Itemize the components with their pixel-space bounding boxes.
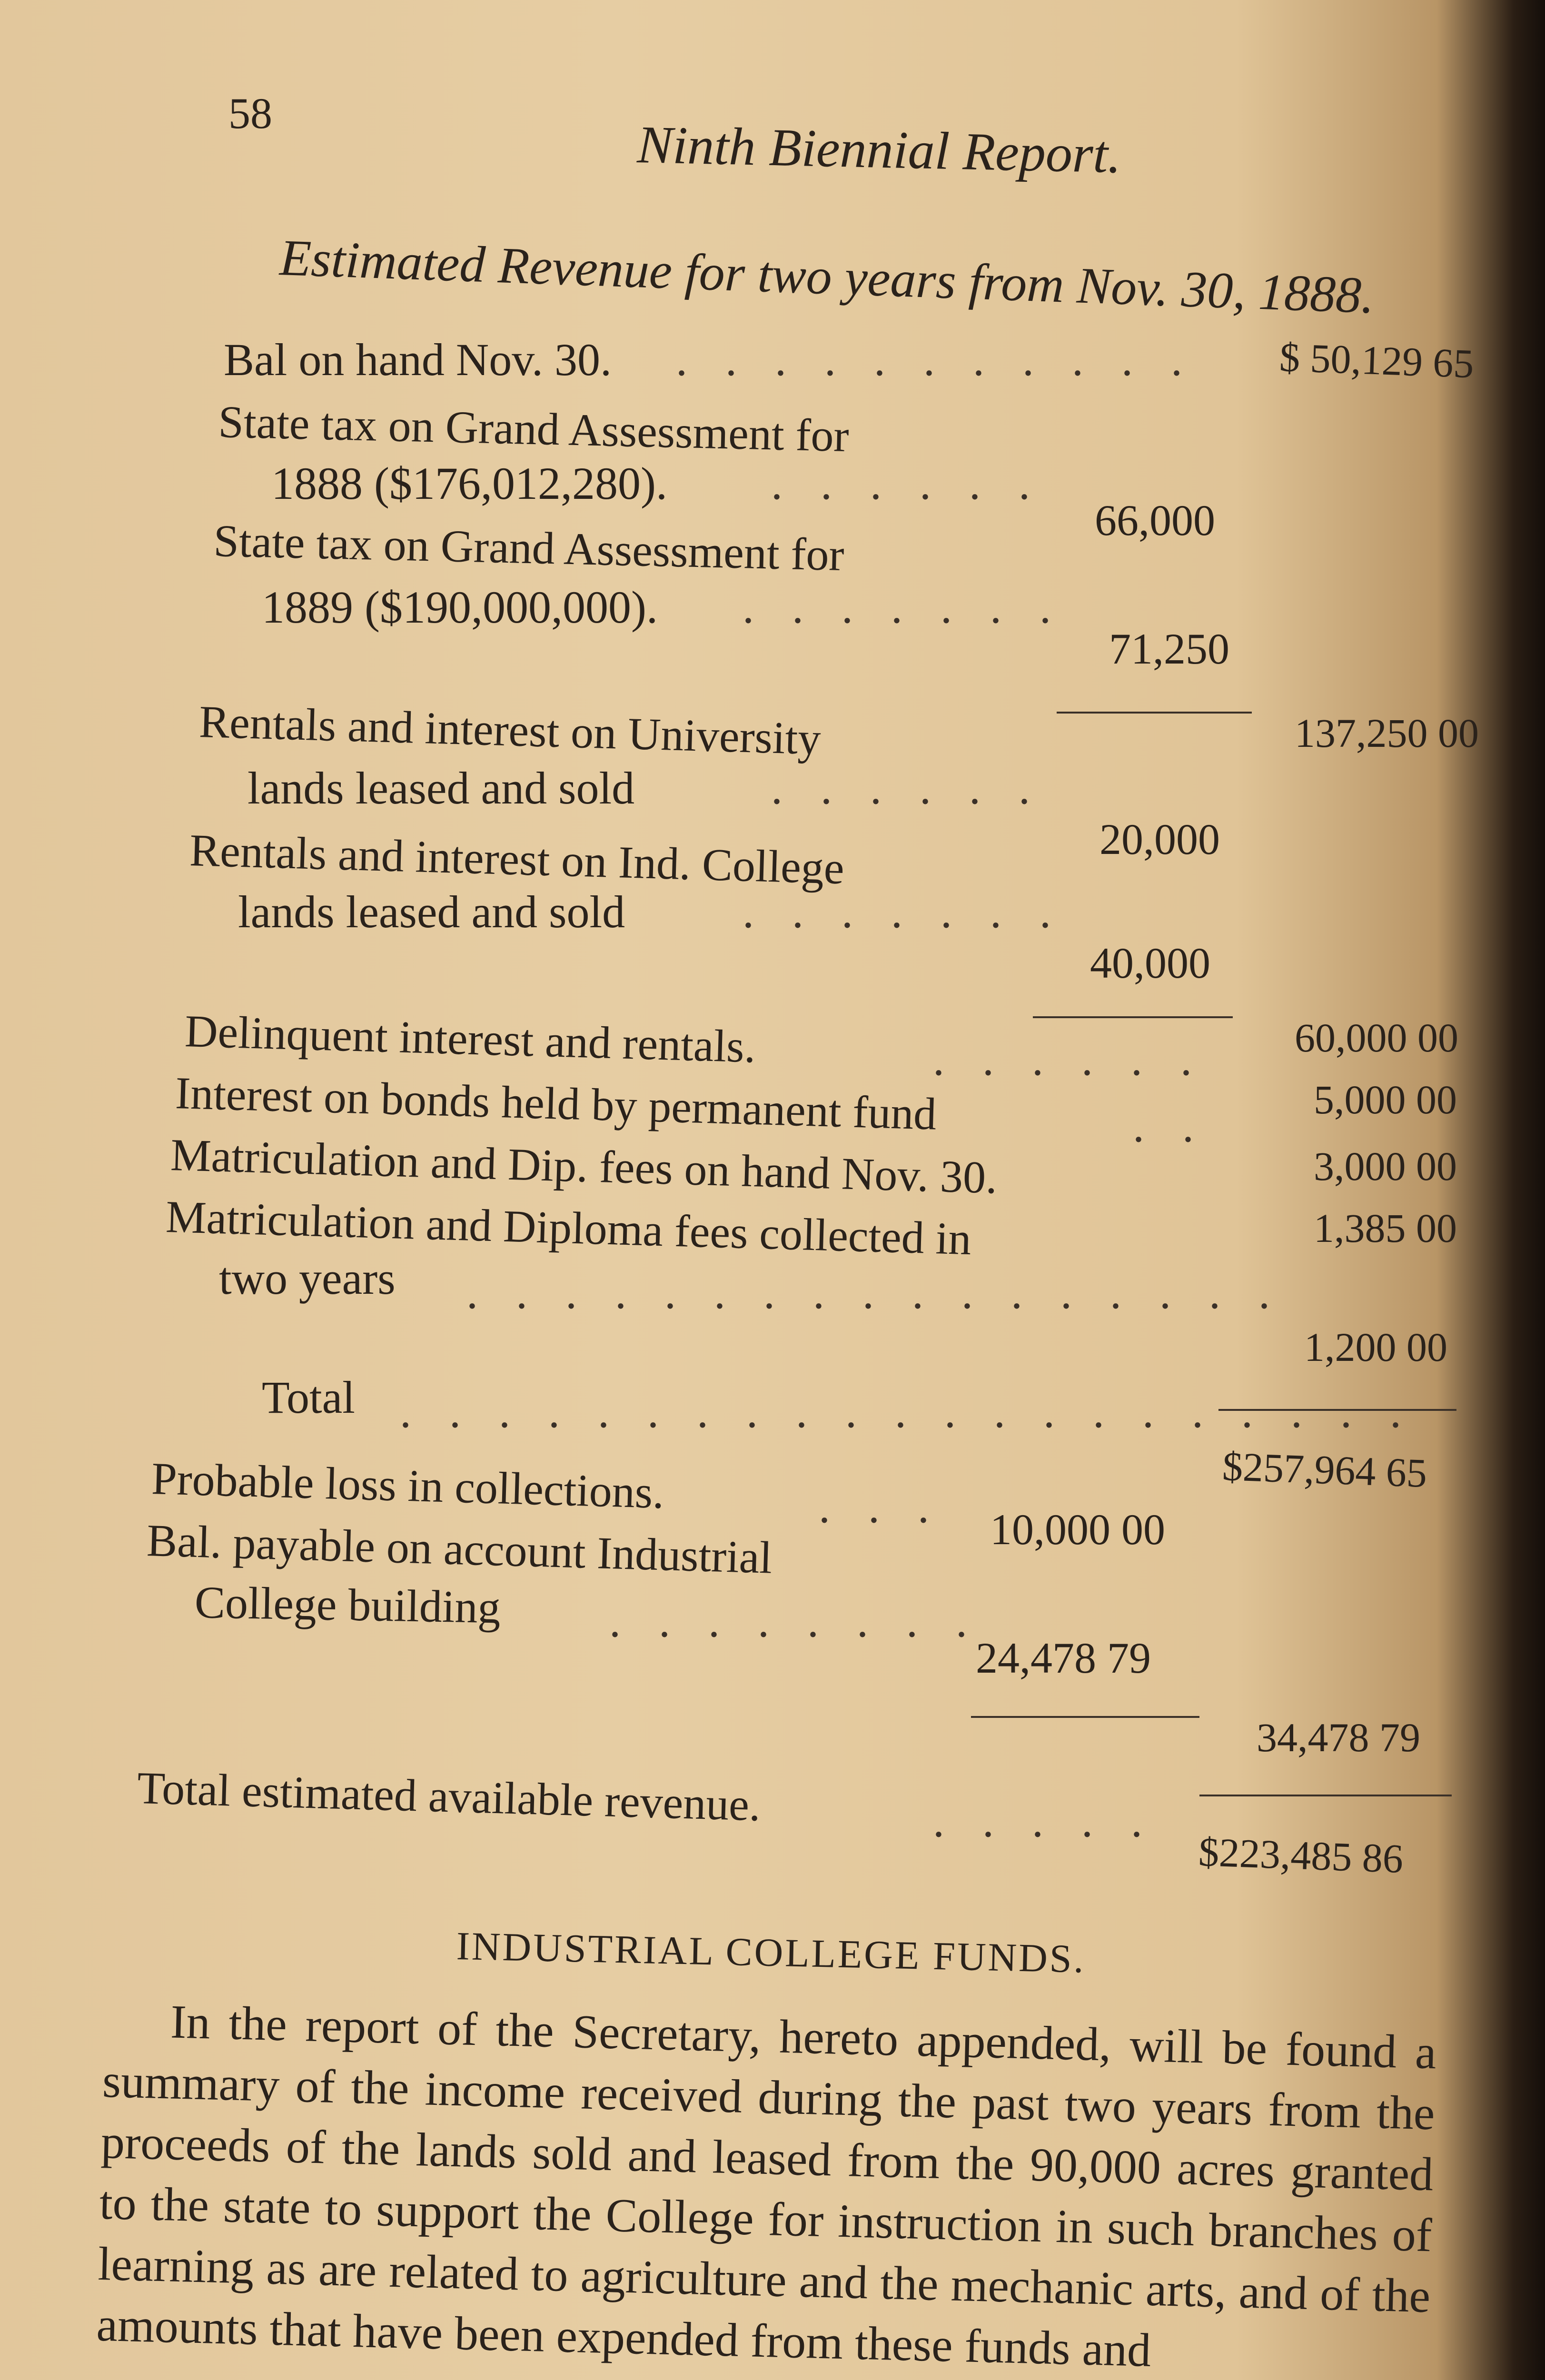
ledger-total: $ 50,129 65 (1278, 334, 1475, 387)
running-title: Ninth Biennial Report. (636, 115, 1122, 185)
dot-leader: . . . . . . . . . . . (676, 334, 1196, 385)
ledger-label: Total (262, 1372, 355, 1423)
ledger-label: Total estimated available revenue. (136, 1762, 762, 1831)
ledger-total: 3,000 00 (1314, 1143, 1457, 1189)
dot-leader: . . . . . . (771, 458, 1043, 509)
dot-leader: . . . . . . . . . . . . . . . . . . . . . (400, 1386, 1415, 1437)
ledger-amount: 20,000 (1099, 815, 1220, 863)
ledger-row-available (0, 1761, 1545, 1882)
ledger-row-bal-payable (0, 1514, 1545, 1583)
ledger-total: 137,250 00 (1295, 710, 1479, 756)
ledger-amount: 40,000 (1090, 939, 1210, 987)
ledger-label: two years (219, 1253, 396, 1304)
ledger-total: 1,385 00 (1314, 1205, 1457, 1251)
ledger-row-matric-collected (0, 1190, 1545, 1265)
dot-leader: . . . . . . . (743, 582, 1064, 633)
ledger-label: State tax on Grand Assessment for (213, 515, 845, 581)
ledger-row-rentals-college-cont (0, 885, 1545, 987)
dot-leader: . . . . . . . . . . . . . . . . . (466, 1267, 1283, 1318)
ledger-row-state-tax-1889-cont (0, 581, 1545, 673)
ledger-label: State tax on Grand Assessment for (218, 396, 850, 462)
ledger-label: Probable loss in collections. (150, 1452, 665, 1518)
dot-leader: . . . . . . (771, 763, 1043, 813)
table-subtitle: Estimated Revenue for two years from Nov. 30, 1888. (278, 229, 1376, 325)
ledger-total: 5,000 00 (1314, 1077, 1457, 1122)
ledger-total: 60,000 00 (1295, 1015, 1458, 1061)
ledger-label: lands leased and sold (248, 763, 635, 813)
ledger-total: $223,485 86 (1198, 1828, 1404, 1882)
paragraph-text: In the report of the Secretary, hereto appended, will be found a summary of the income received during the past two years from the proceeds of the lands sold and leased from the 90,000 acres granted to the state to support the College for instruction in such branches of learning as are related to agriculture and the mechanic arts, and of the amounts that have been expended from these funds and (96, 1995, 1437, 2377)
ledger-total: 34,478 79 (1257, 1715, 1420, 1760)
dot-leader: . . . (819, 1481, 942, 1532)
ledger-label: Matriculation and Diploma fees collected in (165, 1190, 972, 1265)
ledger-label: Rentals and interest on University (198, 695, 822, 764)
dot-leader: . . . . . . (933, 1034, 1205, 1085)
ledger-row-state-tax-1889 (0, 514, 1545, 581)
dot-leader: . . (1133, 1101, 1207, 1151)
ledger-row-state-tax-1888 (0, 395, 1545, 462)
ledger-row-matric-collected-cont (0, 1252, 1545, 1370)
page-number: 58 (228, 89, 272, 138)
ledger-label: lands leased and sold (238, 886, 625, 937)
ledger-row-state-tax-1888-cont (0, 457, 1545, 545)
ledger-row-rentals-college (0, 823, 1545, 894)
ledger-label: Rentals and interest on Ind. College (188, 824, 845, 894)
dot-leader: . . . . . . . . (609, 1596, 980, 1646)
ledger-row-bal-on-hand (0, 333, 1545, 390)
body-paragraph (96, 1990, 1437, 2380)
ledger-label: 1889 ($190,000,000). (262, 582, 658, 633)
ledger-label: Bal. payable on account Industrial (146, 1514, 773, 1583)
section-heading: INDUSTRIAL COLLEGE FUNDS. (456, 1924, 1086, 1982)
ledger-label: 1888 ($176,012,280). (271, 458, 667, 509)
ledger-label: Interest on bonds held by permanent fund (174, 1067, 937, 1140)
ledger-amount: 71,250 (1109, 625, 1229, 673)
ledger-label: Matriculation and Dip. fees on hand Nov. 30. (169, 1129, 998, 1203)
ledger-label: Bal on hand Nov. 30. (224, 334, 612, 385)
ledger-amount: 66,000 (1095, 496, 1215, 545)
dot-leader: . . . . . . . (743, 886, 1064, 937)
ledger-label: Delinquent interest and rentals. (184, 1005, 757, 1072)
ledger-total: $257,964 65 (1221, 1443, 1428, 1496)
ledger-amount: 24,478 79 (976, 1634, 1151, 1682)
dot-leader: . . . . . (933, 1795, 1156, 1846)
ledger-amount: 10,000 00 (990, 1505, 1165, 1554)
ledger-row-rentals-university (0, 695, 1545, 764)
ledger-total: 1,200 00 (1304, 1324, 1447, 1370)
ledger-label: College building (194, 1576, 501, 1633)
ledger-row-bal-payable-cont (0, 1576, 1545, 1682)
